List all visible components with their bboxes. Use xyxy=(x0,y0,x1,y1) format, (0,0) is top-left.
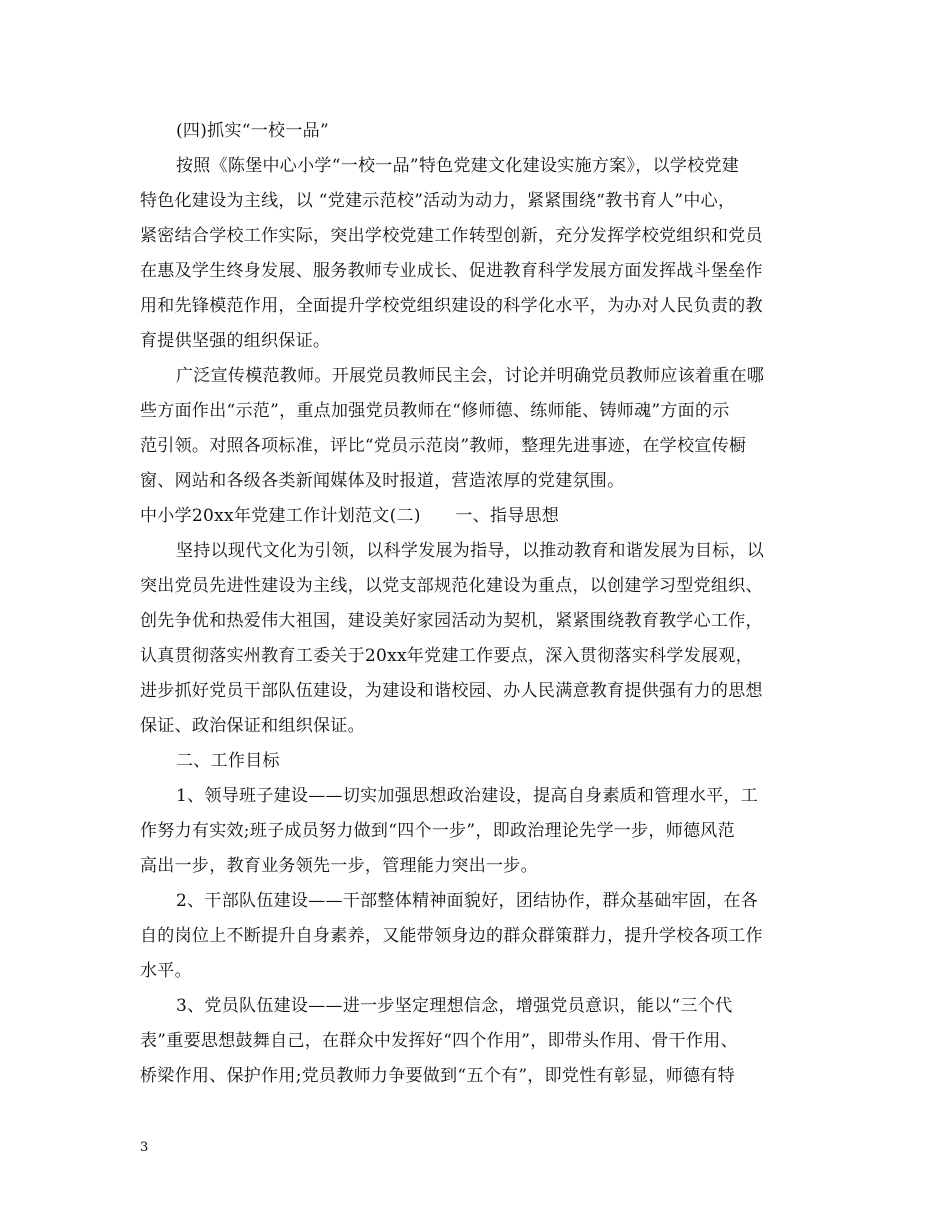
paragraph-line: 广泛宣传模范教师。开展党员教师民主会，讨论并明确党员教师应该着重在哪 xyxy=(176,366,765,386)
paragraph-line: 坚持以现代文化为引领，以科学发展为指导，以推动教育和谐发展为目标，以 xyxy=(176,541,765,561)
page-number: 3 xyxy=(140,1140,149,1155)
paragraph-line: 表”重要思想鼓舞自己，在群众中发挥好“四个作用”，即带头作用、骨干作用、 xyxy=(140,1031,738,1051)
paragraph-line: 窗、网站和各级各类新闻媒体及时报道，营造浓厚的党建氛围。 xyxy=(140,471,625,491)
section-heading: 中小学20xx年党建工作计划范文(二) 一、指导思想 xyxy=(140,506,560,526)
paragraph-line: 1、领导班子建设——切实加强思想政治建设，提高自身素质和管理水平，工 xyxy=(176,786,759,806)
paragraph-line: 高出一步，教育业务领先一步，管理能力突出一步。 xyxy=(140,856,538,876)
paragraph-line: 桥梁作用、保护作用;党员教师力争要做到“五个有”，即党性有彰显，师德有特 xyxy=(140,1066,735,1086)
section-heading: 二、工作目标 xyxy=(176,751,280,771)
paragraph-line: 进步抓好党员干部队伍建设，为建设和谐校园、办人民满意教育提供强有力的思想 xyxy=(140,681,763,701)
paragraph-line: 育提供坚强的组织保证。 xyxy=(140,331,331,351)
paragraph-line: 紧密结合学校工作实际，突出学校党建工作转型创新，充分发挥学校党组织和党员 xyxy=(140,226,763,246)
paragraph-line: 范引领。对照各项标准，评比“党员示范岗”教师，整理先进事迹，在学校宣传橱 xyxy=(140,436,747,456)
paragraph-line: 突出党员先进性建设为主线，以党支部规范化建设为重点，以创建学习型党组织、 xyxy=(140,576,763,596)
paragraph-line: 作努力有实效;班子成员努力做到“四个一步”，即政治理论先学一步，师德风范 xyxy=(140,821,735,841)
paragraph-line: 在惠及学生终身发展、服务教师专业成长、促进教育科学发展方面发挥战斗堡垒作 xyxy=(140,261,763,281)
paragraph-line: 按照《陈堡中心小学“一校一品”特色党建文化建设实施方案》，以学校党建 xyxy=(176,156,740,176)
paragraph-line: 用和先锋模范作用，全面提升学校党组织建设的科学化水平，为办对人民负责的教 xyxy=(140,296,763,316)
paragraph-line: 自的岗位上不断提升自身素养，又能带领身边的群众群策群力，提升学校各项工作 xyxy=(140,926,763,946)
paragraph-line: 认真贯彻落实州教育工委关于20xx年党建工作要点，深入贯彻落实科学发展观， xyxy=(140,646,753,666)
paragraph-line: 创先争优和热爱伟大祖国，建设美好家园活动为契机，紧紧围绕教育教学心工作， xyxy=(140,611,763,631)
paragraph-line: 2、干部队伍建设——干部整体精神面貌好，团结协作，群众基础牢固，在各 xyxy=(176,891,759,911)
section-heading: (四)抓实“一校一品” xyxy=(176,121,329,141)
paragraph-line: 特色化建设为主线，以 “党建示范校”活动为动力，紧紧围绕“教书育人”中心， xyxy=(140,191,736,211)
paragraph-line: 保证、政治保证和组织保证。 xyxy=(140,716,365,736)
paragraph-line: 3、党员队伍建设——进一步坚定理想信念，增强党员意识，能以“三个代 xyxy=(176,996,733,1016)
paragraph-line: 水平。 xyxy=(140,961,192,981)
paragraph-line: 些方面作出“示范”，重点加强党员教师在“修师德、练师能、铸师魂”方面的示 xyxy=(140,401,730,421)
